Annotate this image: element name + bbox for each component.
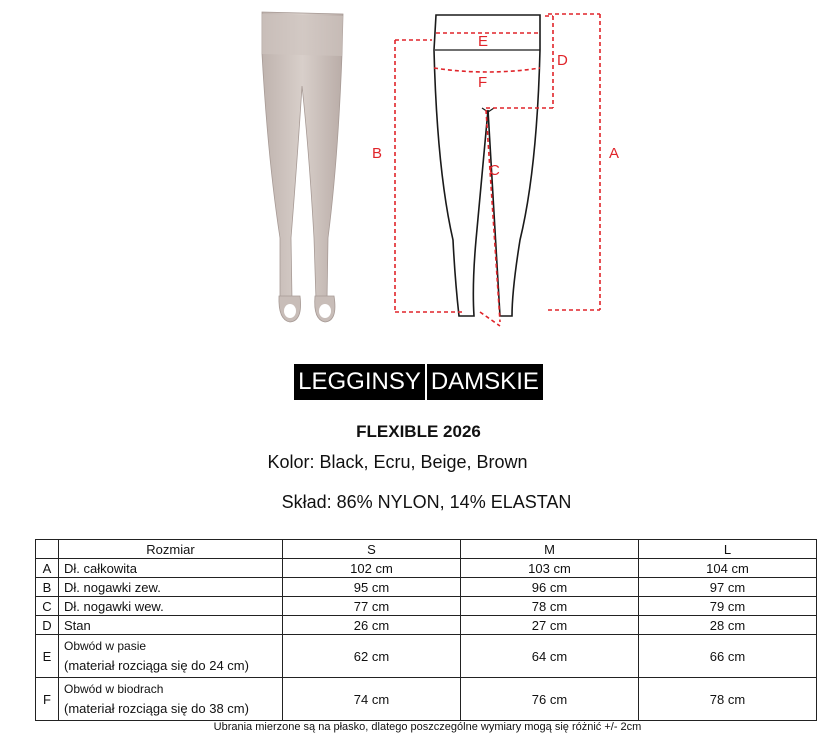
row-name-line2: (materiał rozciąga się do 24 cm)	[64, 658, 249, 673]
row-key: A	[36, 559, 59, 578]
row-key: E	[36, 635, 59, 678]
header-size-l: L	[639, 540, 817, 559]
row-value-s: 26 cm	[283, 616, 461, 635]
row-value-l: 104 cm	[639, 559, 817, 578]
composition-line: Skład: 86% NYLON, 14% ELASTAN	[281, 492, 572, 512]
row-value-l: 97 cm	[639, 578, 817, 597]
row-value-m: 78 cm	[461, 597, 639, 616]
row-value-s: 77 cm	[283, 597, 461, 616]
row-value-m: 96 cm	[461, 578, 639, 597]
marker-C: C	[489, 162, 500, 179]
row-name-line1: Obwód w pasie	[64, 639, 147, 653]
title-word-2: DAMSKIE	[427, 364, 543, 400]
table-row	[36, 616, 817, 635]
header-size-s: S	[283, 540, 461, 559]
header-size-label: Rozmiar	[59, 540, 283, 559]
marker-D: D	[557, 52, 568, 69]
marker-A: A	[609, 145, 620, 162]
measurement-note: Ubrania mierzone są na płasko, dlatego poszczególne wymiary mogą się różnić +/- 2cm	[213, 721, 642, 733]
table-row	[36, 597, 817, 616]
row-value-s: 102 cm	[283, 559, 461, 578]
row-name-line1: Obwód w biodrach	[64, 682, 164, 696]
product-title	[0, 364, 837, 400]
row-value-l: 78 cm	[639, 678, 817, 721]
row-name: Dł. nogawki zew.	[59, 578, 283, 597]
row-key: C	[36, 597, 59, 616]
table-header-row	[36, 540, 817, 559]
row-name: Dł. całkowita	[59, 559, 283, 578]
row-value-s: 74 cm	[283, 678, 461, 721]
header-empty-cell	[36, 540, 59, 559]
row-value-l: 79 cm	[639, 597, 817, 616]
table-row	[36, 559, 817, 578]
colour-line: Kolor: Black, Ecru, Beige, Brown	[267, 452, 528, 472]
table-row	[36, 578, 817, 597]
table-row	[36, 678, 817, 721]
row-key: B	[36, 578, 59, 597]
product-figure	[0, 0, 837, 340]
leggings-technical-drawing	[372, 14, 619, 326]
leggings-photo	[262, 12, 343, 322]
size-table	[35, 539, 817, 721]
row-name	[59, 635, 283, 678]
row-name-line2: (materiał rozciąga się do 38 cm)	[64, 701, 249, 716]
row-value-m: 64 cm	[461, 635, 639, 678]
row-value-m: 103 cm	[461, 559, 639, 578]
table-row	[36, 635, 817, 678]
row-name: Dł. nogawki wew.	[59, 597, 283, 616]
model-name: FLEXIBLE 2026	[356, 422, 481, 441]
row-key: F	[36, 678, 59, 721]
row-key: D	[36, 616, 59, 635]
header-size-m: M	[461, 540, 639, 559]
marker-E: E	[478, 33, 489, 50]
row-value-s: 95 cm	[283, 578, 461, 597]
row-value-m: 76 cm	[461, 678, 639, 721]
row-value-m: 27 cm	[461, 616, 639, 635]
title-word-1: LEGGINSY	[294, 364, 425, 400]
row-value-s: 62 cm	[283, 635, 461, 678]
row-name: Stan	[59, 616, 283, 635]
marker-B: B	[372, 145, 383, 162]
row-name	[59, 678, 283, 721]
row-value-l: 28 cm	[639, 616, 817, 635]
row-value-l: 66 cm	[639, 635, 817, 678]
marker-F: F	[478, 74, 488, 91]
